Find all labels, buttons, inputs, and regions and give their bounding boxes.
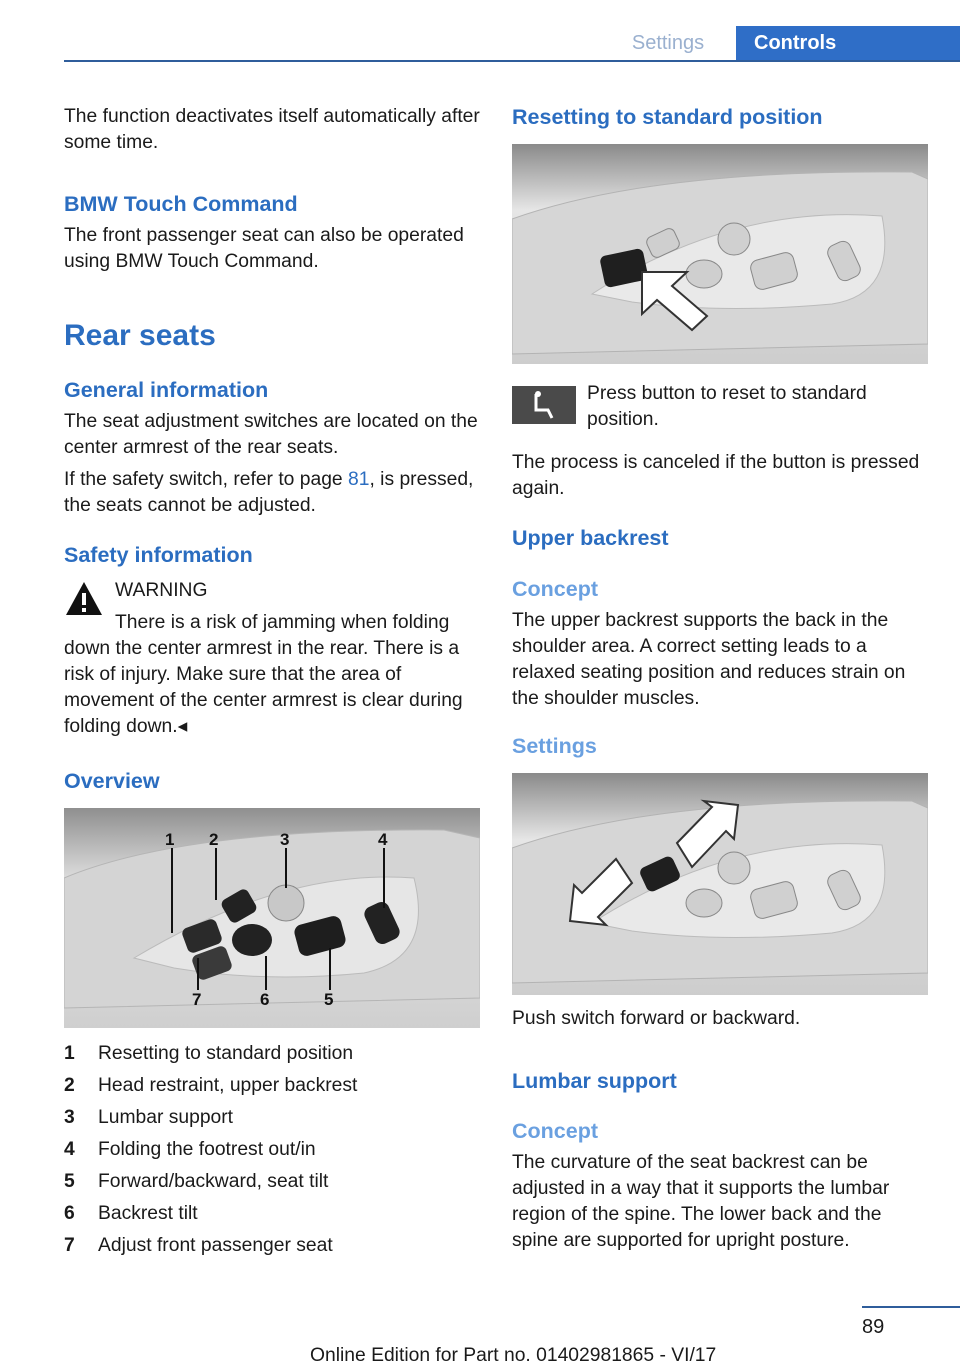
callout-2: 2	[209, 830, 219, 849]
general-section	[64, 377, 480, 519]
general-text-1: The seat adjustment switches are located on the center armrest of the rear seats.	[64, 411, 478, 458]
lumbar-section	[512, 1068, 928, 1094]
seat-switch-overview-image	[64, 808, 480, 1028]
cancel-section	[512, 450, 928, 502]
reset-heading: Resetting to standard position	[512, 105, 823, 129]
reset-section	[512, 104, 928, 130]
lumbar-concept-section	[512, 1118, 928, 1254]
upper-backrest-image	[512, 773, 928, 995]
left-column	[64, 104, 480, 156]
touch-command-heading: BMW Touch Command	[64, 192, 298, 216]
callout-3: 3	[280, 830, 290, 849]
lumbar-heading: Lumbar support	[512, 1069, 677, 1093]
legend-text: Lumbar support	[98, 1107, 234, 1128]
legend-number: 2	[64, 1075, 75, 1096]
reset-text: Press button to reset to standard position.	[587, 383, 867, 430]
reset-button-icon-box	[512, 386, 576, 424]
upper-concept-section	[512, 576, 928, 712]
legend-number: 6	[64, 1203, 75, 1224]
tab-settings[interactable]: Settings	[631, 31, 705, 54]
header-rule	[64, 60, 960, 62]
general-text-2b: , is pressed, the seats cannot be adjusted.	[64, 469, 474, 516]
upper-backrest-section	[512, 525, 928, 551]
legend-text: Adjust front passenger seat	[98, 1235, 333, 1256]
legend-text: Backrest tilt	[98, 1203, 198, 1224]
seat-switch-illustration	[64, 808, 480, 1028]
push-section	[512, 1006, 928, 1032]
concept-heading: Concept	[512, 577, 598, 601]
upper-backrest-heading: Upper backrest	[512, 526, 669, 550]
callout-7: 7	[192, 990, 202, 1009]
intro-text: The function deactivates itself automatically after some time.	[64, 106, 480, 153]
tab-controls[interactable]: Controls	[736, 26, 960, 60]
legend-list	[64, 1038, 480, 1268]
reset-instruction	[587, 381, 927, 433]
general-text-2	[64, 467, 480, 519]
push-text: Push switch forward or backward.	[512, 1008, 801, 1029]
edition-text: Online Edition for Part no. 01402981865 - VI/17	[310, 1345, 717, 1366]
rear-seats-heading: Rear seats	[64, 319, 216, 352]
warning-label: WARNING	[115, 580, 208, 601]
overview-heading: Overview	[64, 769, 160, 793]
general-info-heading: General information	[64, 378, 269, 402]
legend-number: 3	[64, 1107, 75, 1128]
cancel-text: The process is canceled if the button is pressed again.	[512, 452, 920, 499]
overview-section	[64, 768, 480, 794]
legend-number: 5	[64, 1171, 75, 1192]
touch-section	[64, 191, 480, 275]
legend-number: 4	[64, 1139, 75, 1160]
safety-heading: Safety information	[64, 543, 253, 567]
lumbar-concept-text: The curvature of the seat backrest can be adjusted in a way that it supports the lumbar region of the spine. The lower back and the spine are supported for upright posture.	[512, 1152, 890, 1251]
page-number: 89	[862, 1316, 885, 1338]
upper-backrest-illustration	[512, 773, 928, 995]
rear-seats-section	[64, 319, 480, 353]
callout-4: 4	[378, 830, 388, 849]
warning-text: down the center armrest in the rear. There is a risk of injury. Make sure that the area of movement of the center armrest is clear during folding down.◂	[64, 638, 463, 737]
warning-line-1: There is a risk of jamming when folding	[115, 612, 450, 633]
safety-section	[64, 542, 480, 568]
legend-text: Head restraint, upper backrest	[98, 1075, 358, 1096]
reset-button-image	[512, 144, 928, 364]
legend-text: Forward/backward, seat tilt	[98, 1171, 329, 1192]
callout-5: 5	[324, 990, 334, 1009]
legend-number: 1	[64, 1043, 75, 1064]
footer-rule	[862, 1306, 960, 1308]
warning-icon	[64, 580, 104, 618]
lumbar-concept-heading: Concept	[512, 1119, 598, 1143]
touch-command-text: The front passenger seat can also be operated using BMW Touch Command.	[64, 225, 464, 272]
settings-heading: Settings	[512, 734, 597, 758]
legend-number: 7	[64, 1235, 75, 1256]
legend-text: Resetting to standard position	[98, 1043, 354, 1064]
settings-section	[512, 733, 928, 759]
legend-text: Folding the footrest out/in	[98, 1139, 316, 1160]
upper-concept-text: The upper backrest supports the back in the shoulder area. A correct setting leads to a relaxed seating position and reduces strain on the shoulder muscles.	[512, 610, 906, 709]
page-link[interactable]: 81	[348, 469, 370, 490]
seat-reset-icon	[512, 386, 576, 424]
reset-illustration	[512, 144, 928, 364]
callout-6: 6	[260, 990, 270, 1009]
callout-1: 1	[165, 830, 175, 849]
general-text-2a: If the safety switch, refer to page	[64, 469, 349, 490]
warning-body	[64, 636, 480, 740]
